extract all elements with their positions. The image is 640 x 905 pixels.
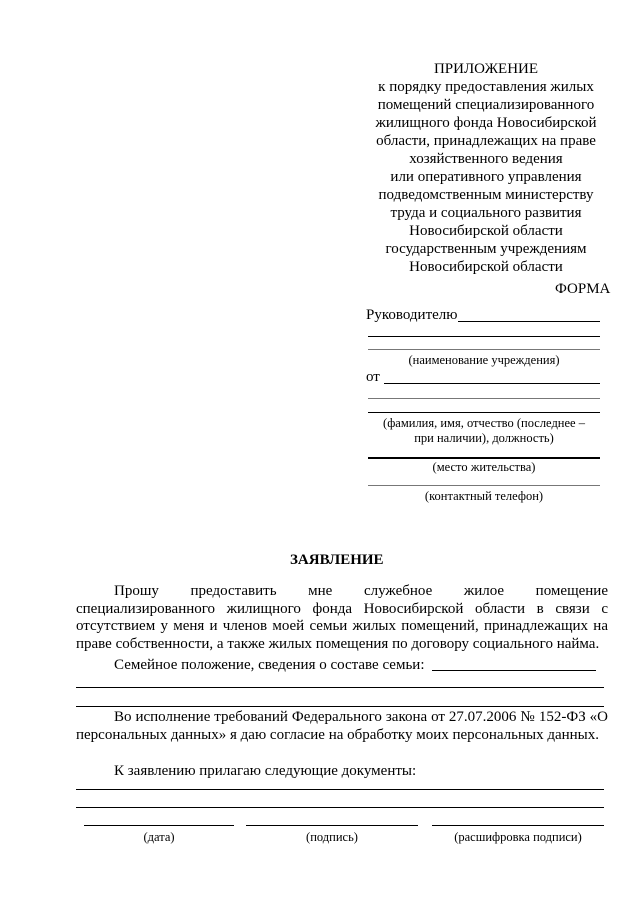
consent-paragraph: Во исполнение требований Федерального закона от 27.07.2006 № 152-ФЗ «О персональных данных» я даю согласие на обработку моих персональных данных.	[76, 709, 608, 743]
applicant-name-field[interactable]	[384, 383, 600, 384]
appendix-line: труда и социального развития	[390, 205, 582, 221]
addressee-name-field[interactable]	[458, 321, 600, 322]
document-heading: ЗАЯВЛЕНИЕ	[290, 552, 384, 568]
appendix-line: жилищного фонда Новосибирской	[375, 115, 597, 131]
decoding-caption: (расшифровка подписи)	[454, 830, 582, 844]
from-label: от	[366, 369, 380, 385]
blank-line[interactable]	[368, 412, 600, 413]
date-caption: (дата)	[143, 830, 175, 844]
family-field-continued[interactable]	[76, 687, 604, 688]
appendix-line: или оперативного управления	[390, 169, 582, 185]
appendix-line: подведомственным министерству	[378, 187, 594, 203]
fio-caption: (фамилия, имя, отчество (последнее –	[383, 416, 585, 430]
appendix-line: Новосибирской области	[409, 223, 563, 239]
attachments-field[interactable]	[76, 789, 604, 790]
phone-field[interactable]	[368, 485, 600, 486]
blank-line[interactable]	[368, 398, 600, 399]
blank-line[interactable]	[368, 349, 600, 350]
institution-caption: (наименование учреждения)	[408, 353, 560, 367]
appendix-line: к порядку предоставления жилых	[378, 79, 594, 95]
appendix-title: ПРИЛОЖЕНИЕ	[433, 61, 539, 77]
signature-decoding-field[interactable]	[432, 825, 604, 826]
appendix-line: области, принадлежащих на праве	[376, 133, 596, 149]
fio-caption: при наличии), должность)	[414, 431, 554, 445]
form-label: ФОРМА	[555, 281, 611, 297]
appendix-line: Новосибирской области	[409, 259, 563, 275]
family-label: Семейное положение, сведения о составе семьи:	[114, 657, 425, 673]
attachments-field[interactable]	[76, 807, 604, 808]
date-field[interactable]	[84, 825, 234, 826]
appendix-line: хозяйственного ведения	[409, 151, 563, 167]
appendix-line: государственным учреждениям	[385, 241, 587, 257]
signature-caption: (подпись)	[306, 830, 358, 844]
phone-caption: (контактный телефон)	[424, 489, 544, 503]
family-field-continued[interactable]	[76, 706, 604, 707]
residence-caption: (место жительства)	[432, 460, 536, 474]
family-field[interactable]	[432, 670, 596, 671]
appendix-line: помещений специализированного	[377, 97, 595, 113]
request-paragraph: Прошу предоставить мне служебное жилое помещение специализированного жилищного фонда Новосибирской области в связи с отсутствием у меня и членов моей семьи жилых помещений, принадлежащих на праве собственности, а также жилых помещения по договору социального найма.	[76, 583, 608, 652]
residence-field[interactable]	[368, 457, 600, 459]
blank-line[interactable]	[368, 336, 600, 337]
attachments-label: К заявлению прилагаю следующие документы:	[114, 763, 417, 779]
signature-field[interactable]	[246, 825, 418, 826]
addressee-to-label: Руководителю	[366, 307, 458, 323]
